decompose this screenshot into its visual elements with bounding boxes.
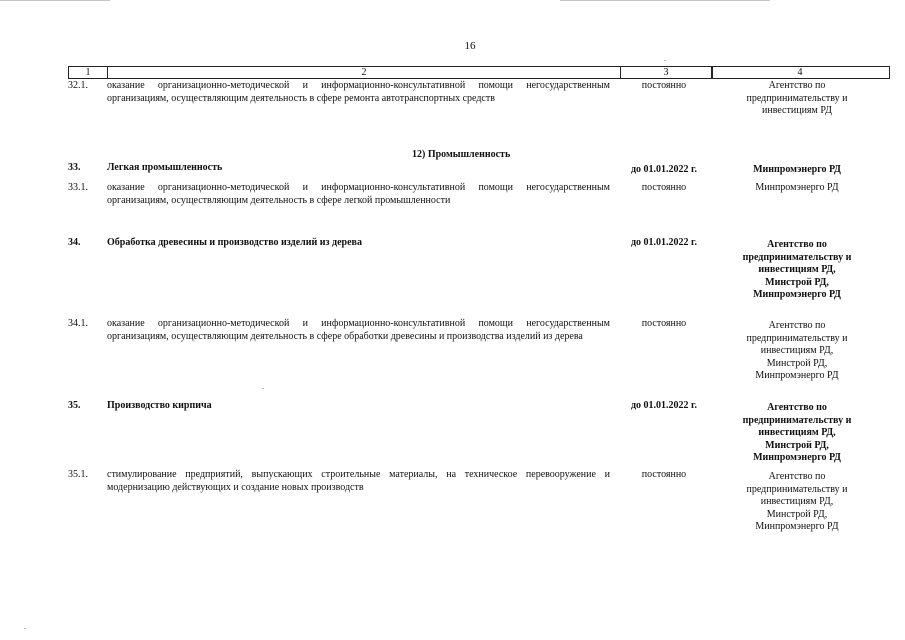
responsible-line: инвестициям РД, (758, 264, 836, 275)
row-responsible (726, 471, 868, 534)
row-description: Легкая промышленность (107, 162, 223, 173)
responsible-line: предпринимательству и (742, 414, 852, 426)
responsible-line: Минпромэнерго РД (755, 521, 839, 532)
row-number: 35. (68, 400, 81, 411)
page-number: 16 (464, 40, 476, 52)
table-header-row (68, 66, 890, 79)
scan-edge-right (560, 0, 770, 1)
row-number: 32.1. (68, 80, 88, 91)
responsible-line: Минпромэнерго РД (755, 182, 839, 193)
row-description: Производство кирпича (107, 400, 212, 411)
responsible-line: Агентство по (767, 239, 827, 250)
responsible-line: Агентство по (768, 320, 826, 331)
responsible-line: предпринимательству и (742, 251, 852, 263)
scan-speck (262, 388, 264, 389)
responsible-line: предпринимательству и (746, 92, 848, 104)
row-deadline: до 01.01.2022 г. (631, 164, 697, 175)
responsible-line: Агентство по (767, 402, 827, 413)
responsible-line: Минпромэнерго РД (753, 452, 841, 463)
row-number: 34.1. (68, 318, 88, 329)
responsible-line: инвестициям РД, (760, 496, 834, 507)
row-deadline: постоянно (641, 469, 687, 480)
row-responsible (726, 80, 868, 118)
responsible-line: инвестициям РД (762, 105, 832, 116)
responsible-line: Агентство по (768, 80, 826, 91)
responsible-line: Минпромэнерго РД (753, 289, 841, 300)
scan-edge-left (0, 0, 110, 1)
responsible-line: инвестициям РД, (760, 345, 834, 356)
header-col-4: 4 (797, 67, 803, 78)
row-number: 35.1. (68, 469, 88, 480)
row-description: оказание организационно-методической и информационно-консультативной помощи негосударственным организациям, осуществляющим деятельность в сфере ремонта автотранспортных средств (107, 80, 610, 104)
row-description: Обработка древесины и производство изделий из дерева (107, 237, 362, 248)
responsible-line: Минпромэнерго РД (753, 164, 841, 175)
section-title: 12) Промышленность (412, 149, 511, 160)
responsible-line: предпринимательству и (746, 483, 848, 495)
scan-speck (664, 60, 666, 61)
row-deadline: постоянно (641, 318, 687, 329)
row-deadline: постоянно (641, 80, 687, 91)
row-description: оказание организационно-методической и информационно-консультативной помощи негосударственным организациям, осуществляющим деятельность в сфере обработки древесины и производства изделий из дерева (107, 318, 610, 342)
row-responsible (726, 239, 868, 302)
responsible-line: инвестициям РД, (758, 427, 836, 438)
responsible-line: Минпромэнерго РД (755, 370, 839, 381)
row-responsible (726, 320, 868, 383)
responsible-line: Минстрой РД, (766, 357, 828, 369)
responsible-line: Минстрой РД, (765, 276, 829, 288)
row-number: 33.1. (68, 182, 88, 193)
responsible-line: предпринимательству и (746, 332, 848, 344)
row-number: 33. (68, 162, 81, 173)
responsible-line: Минстрой РД, (765, 439, 829, 451)
row-responsible (726, 402, 868, 465)
row-number: 34. (68, 237, 81, 248)
row-description: стимулирование предприятий, выпускающих строительные материалы, на техническое перевооружение и модернизацию действующих и создание новых производств (107, 469, 610, 493)
responsible-line: Минстрой РД, (766, 508, 828, 520)
responsible-line: Агентство по (768, 471, 826, 482)
row-deadline: постоянно (641, 182, 687, 193)
row-responsible (726, 164, 868, 177)
row-description: оказание организационно-методической и информационно-консультативной помощи негосударственным организациям, осуществляющим деятельность в сфере легкой промышленности (107, 182, 610, 206)
header-col-1: 1 (85, 67, 91, 78)
row-deadline: до 01.01.2022 г. (631, 400, 697, 411)
header-col-3: 3 (663, 67, 669, 78)
row-deadline: до 01.01.2022 г. (631, 237, 697, 248)
scan-speck (24, 628, 26, 629)
row-responsible (726, 182, 868, 195)
header-col-2: 2 (361, 67, 367, 78)
